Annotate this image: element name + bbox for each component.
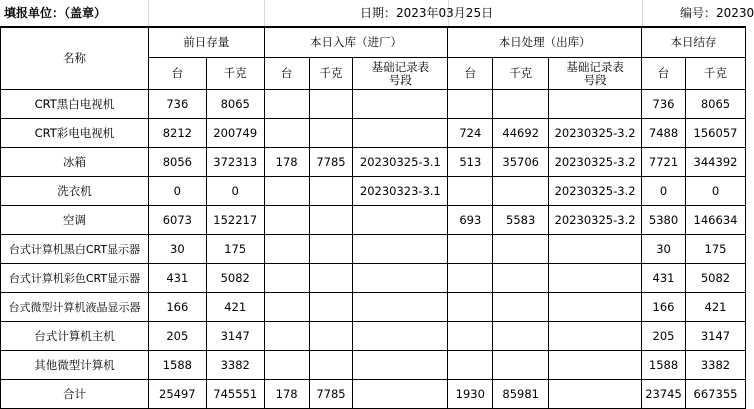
cell-out-record[interactable]	[549, 235, 642, 264]
cell-prev-kg[interactable]: 3382	[206, 351, 264, 380]
cell-in-kg[interactable]: 7785	[309, 380, 353, 409]
cell-out-kg[interactable]	[493, 351, 549, 380]
cell-in-count[interactable]	[264, 90, 309, 119]
cell-out-kg[interactable]: 35706	[493, 148, 549, 177]
cell-bal-count[interactable]: 7488	[642, 119, 686, 148]
cell-in-count[interactable]: 178	[264, 380, 309, 409]
col-header-name[interactable]: 名称	[1, 28, 149, 90]
table-row	[1, 148, 746, 177]
cell-in-count[interactable]	[264, 264, 309, 293]
cell-prev-kg[interactable]: 175	[206, 235, 264, 264]
col-header-today-out[interactable]: 本日处理（出库）	[448, 28, 642, 58]
cell-out-count[interactable]	[448, 351, 493, 380]
cell-prev-count[interactable]: 25497	[148, 380, 206, 409]
cell-in-count[interactable]	[264, 177, 309, 206]
cell-in-record[interactable]	[353, 293, 448, 322]
cell-in-count[interactable]	[264, 119, 309, 148]
table-row	[1, 264, 746, 293]
cell-bal-count[interactable]: 23745	[642, 380, 686, 409]
cell-gridline	[264, 0, 265, 27]
col-header-bal-kg[interactable]: 千克	[686, 58, 746, 90]
table-row	[1, 322, 746, 351]
col-header-prev-stock[interactable]: 前日存量	[148, 28, 264, 58]
cell-gridline	[148, 0, 149, 27]
col-header-prev-kg[interactable]: 千克	[206, 58, 264, 90]
cell-out-record[interactable]: 20230325-3.2	[549, 177, 642, 206]
cell-out-kg[interactable]	[493, 235, 549, 264]
cell-bal-kg[interactable]: 0	[686, 177, 746, 206]
table-row	[1, 235, 746, 264]
cell-out-count[interactable]	[448, 264, 493, 293]
cell-bal-count[interactable]: 7721	[642, 148, 686, 177]
cell-bal-kg[interactable]: 3382	[686, 351, 746, 380]
cell-prev-kg[interactable]: 200749	[206, 119, 264, 148]
cell-row-name[interactable]: 台式计算机彩色CRT显示器	[1, 264, 149, 293]
cell-bal-count[interactable]: 166	[642, 293, 686, 322]
cell-in-count[interactable]	[264, 206, 309, 235]
col-header-today-balance[interactable]: 本日结存	[642, 28, 746, 58]
cell-out-record[interactable]	[549, 293, 642, 322]
cell-row-name[interactable]: 合计	[1, 380, 149, 409]
cell-bal-kg[interactable]: 3147	[686, 322, 746, 351]
cell-prev-kg[interactable]: 421	[206, 293, 264, 322]
cell-prev-kg[interactable]: 0	[206, 177, 264, 206]
table-row	[1, 380, 746, 409]
cell-out-record[interactable]: 20230325-3.2	[549, 148, 642, 177]
cell-in-count[interactable]	[264, 322, 309, 351]
cell-prev-kg[interactable]: 372313	[206, 148, 264, 177]
header-row-group	[1, 28, 746, 58]
cell-in-kg[interactable]: 7785	[309, 148, 353, 177]
cell-row-name[interactable]: 洗衣机	[1, 177, 149, 206]
cell-bal-count[interactable]: 431	[642, 264, 686, 293]
cell-out-record[interactable]	[549, 264, 642, 293]
col-header-in-kg[interactable]: 千克	[309, 58, 353, 90]
cell-out-kg[interactable]: 44692	[493, 119, 549, 148]
cell-out-kg[interactable]	[493, 322, 549, 351]
cell-bal-count[interactable]: 30	[642, 235, 686, 264]
cell-out-count[interactable]: 693	[448, 206, 493, 235]
cell-out-kg[interactable]: 85981	[493, 380, 549, 409]
cell-in-kg[interactable]	[309, 177, 353, 206]
cell-out-kg[interactable]	[493, 264, 549, 293]
col-header-prev-count[interactable]: 台	[148, 58, 206, 90]
cell-prev-count[interactable]: 8056	[148, 148, 206, 177]
cell-bal-count[interactable]: 736	[642, 90, 686, 119]
table-row	[1, 206, 746, 235]
col-header-out-kg[interactable]: 千克	[493, 58, 549, 90]
cell-prev-count[interactable]: 0	[148, 177, 206, 206]
cell-prev-count[interactable]: 166	[148, 293, 206, 322]
cell-in-kg[interactable]	[309, 322, 353, 351]
cell-out-count[interactable]	[448, 177, 493, 206]
cell-in-kg[interactable]	[309, 119, 353, 148]
cell-prev-count[interactable]: 1588	[148, 351, 206, 380]
cell-in-count[interactable]: 178	[264, 148, 309, 177]
cell-in-record[interactable]: 20230323-3.1	[353, 177, 448, 206]
cell-bal-kg[interactable]: 344392	[686, 148, 746, 177]
table-row	[1, 351, 746, 380]
cell-row-name[interactable]: 其他微型计算机	[1, 351, 149, 380]
cell-in-record[interactable]	[353, 235, 448, 264]
cell-out-count[interactable]	[448, 293, 493, 322]
cell-prev-count[interactable]: 431	[148, 264, 206, 293]
report-number[interactable]: 编号：20230	[680, 6, 754, 20]
cell-in-kg[interactable]	[309, 206, 353, 235]
table-row	[1, 119, 746, 148]
cell-out-kg[interactable]	[493, 293, 549, 322]
cell-bal-kg[interactable]: 421	[686, 293, 746, 322]
table-row	[1, 90, 746, 119]
cell-in-kg[interactable]	[309, 235, 353, 264]
cell-out-kg[interactable]	[493, 90, 549, 119]
col-header-today-in[interactable]: 本日入库（进厂）	[264, 28, 448, 58]
cell-prev-kg[interactable]: 745551	[206, 380, 264, 409]
cell-in-count[interactable]	[264, 235, 309, 264]
cell-prev-count[interactable]: 30	[148, 235, 206, 264]
cell-bal-count[interactable]: 0	[642, 177, 686, 206]
cell-in-kg[interactable]	[309, 351, 353, 380]
cell-prev-count[interactable]: 736	[148, 90, 206, 119]
cell-in-record[interactable]	[353, 90, 448, 119]
col-header-out-record[interactable]: 基础记录表号段	[549, 58, 642, 90]
cell-in-count[interactable]	[264, 293, 309, 322]
cell-gridline	[642, 0, 643, 27]
cell-bal-kg[interactable]: 5082	[686, 264, 746, 293]
cell-out-record[interactable]	[549, 351, 642, 380]
cell-row-name[interactable]: 台式微型计算机液晶显示器	[1, 293, 149, 322]
cell-in-record[interactable]	[353, 119, 448, 148]
inventory-table	[0, 27, 746, 409]
table-row	[1, 293, 746, 322]
cell-prev-kg[interactable]: 3147	[206, 322, 264, 351]
cell-bal-count[interactable]: 5380	[642, 206, 686, 235]
form-header	[0, 0, 754, 26]
cell-row-name[interactable]: 空调	[1, 206, 149, 235]
report-date[interactable]: 日期：2023年03月25日	[360, 6, 494, 20]
cell-row-name[interactable]: 台式计算机黑白CRT显示器	[1, 235, 149, 264]
filing-unit-label[interactable]: 填报单位：（盖章）	[4, 6, 107, 20]
cell-out-count[interactable]: 724	[448, 119, 493, 148]
cell-out-count[interactable]: 1930	[448, 380, 493, 409]
table-row	[1, 177, 746, 206]
cell-in-record[interactable]	[353, 206, 448, 235]
col-header-in-record[interactable]: 基础记录表号段	[353, 58, 448, 90]
cell-row-name[interactable]: 台式计算机主机	[1, 322, 149, 351]
cell-out-record[interactable]: 20230325-3.2	[549, 119, 642, 148]
cell-in-kg[interactable]	[309, 264, 353, 293]
cell-bal-kg[interactable]: 175	[686, 235, 746, 264]
cell-out-count[interactable]	[448, 90, 493, 119]
cell-in-record[interactable]: 20230325-3.1	[353, 148, 448, 177]
cell-out-count[interactable]	[448, 235, 493, 264]
cell-prev-count[interactable]: 8212	[148, 119, 206, 148]
cell-bal-kg[interactable]: 146634	[686, 206, 746, 235]
cell-out-record[interactable]	[549, 380, 642, 409]
cell-prev-kg[interactable]: 152217	[206, 206, 264, 235]
col-header-in-count[interactable]: 台	[264, 58, 309, 90]
cell-bal-count[interactable]: 205	[642, 322, 686, 351]
cell-prev-kg[interactable]: 5082	[206, 264, 264, 293]
cell-out-record[interactable]	[549, 90, 642, 119]
cell-row-name[interactable]: CRT黑白电视机	[1, 90, 149, 119]
cell-out-record[interactable]: 20230325-3.2	[549, 206, 642, 235]
cell-out-kg[interactable]	[493, 177, 549, 206]
cell-bal-kg[interactable]: 156057	[686, 119, 746, 148]
col-header-bal-count[interactable]: 台	[642, 58, 686, 90]
cell-row-name[interactable]: 冰箱	[1, 148, 149, 177]
cell-prev-kg[interactable]: 8065	[206, 90, 264, 119]
cell-in-record[interactable]	[353, 264, 448, 293]
cell-out-count[interactable]: 513	[448, 148, 493, 177]
cell-bal-kg[interactable]: 8065	[686, 90, 746, 119]
col-header-out-count[interactable]: 台	[448, 58, 493, 90]
cell-in-record[interactable]	[353, 322, 448, 351]
cell-in-kg[interactable]	[309, 293, 353, 322]
cell-in-kg[interactable]	[309, 90, 353, 119]
cell-row-name[interactable]: CRT彩电电视机	[1, 119, 149, 148]
cell-out-kg[interactable]: 5583	[493, 206, 549, 235]
cell-in-count[interactable]	[264, 351, 309, 380]
cell-prev-count[interactable]: 6073	[148, 206, 206, 235]
cell-out-record[interactable]	[549, 322, 642, 351]
cell-prev-count[interactable]: 205	[148, 322, 206, 351]
cell-in-record[interactable]	[353, 351, 448, 380]
cell-in-record[interactable]	[353, 380, 448, 409]
cell-out-count[interactable]	[448, 322, 493, 351]
cell-bal-count[interactable]: 1588	[642, 351, 686, 380]
cell-bal-kg[interactable]: 667355	[686, 380, 746, 409]
